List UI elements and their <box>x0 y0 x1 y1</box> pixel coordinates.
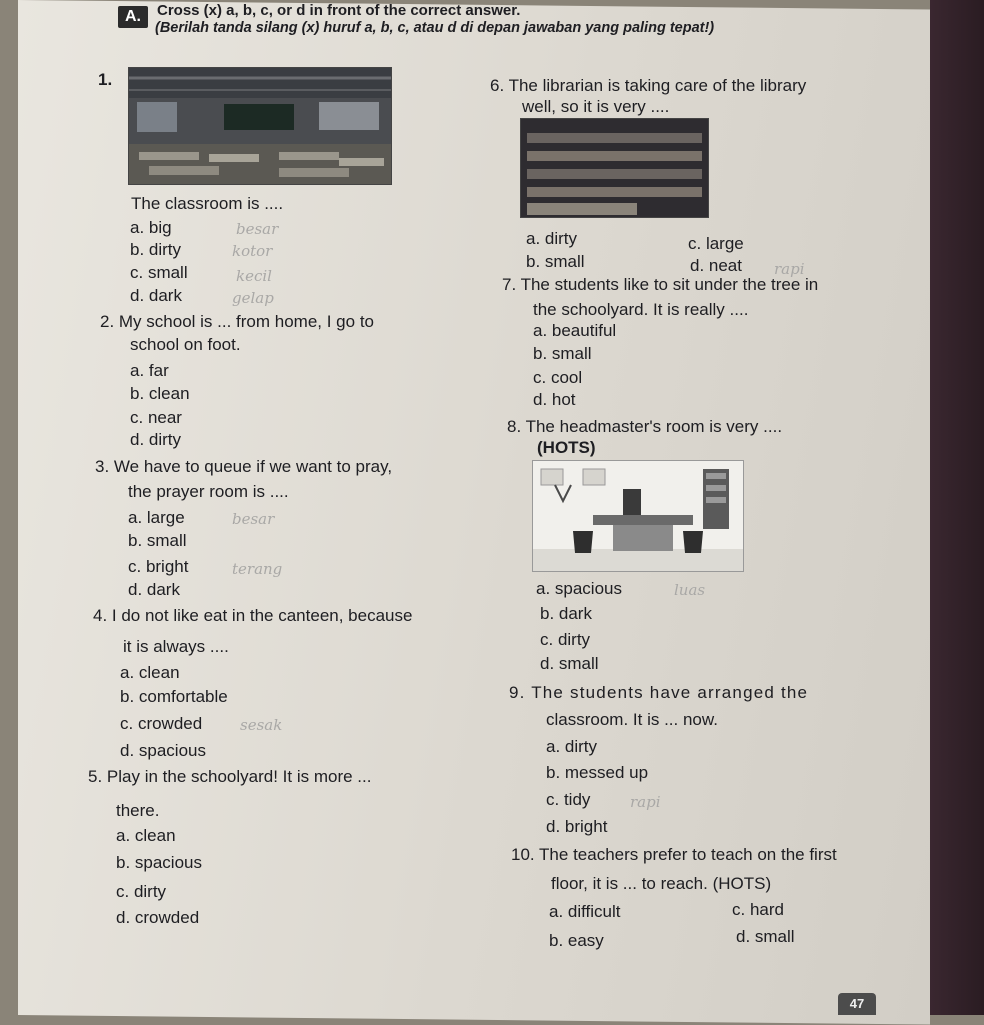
q2-option-c[interactable]: c. near <box>130 408 182 427</box>
q3-option-b[interactable]: b. small <box>128 531 187 550</box>
q10-stem-line1: 10. The teachers prefer to teach on the first <box>511 845 837 864</box>
instruction-indonesian: (Berilah tanda silang (x) huruf a, b, c, atau d di depan jawaban yang paling tepat!) <box>155 20 715 36</box>
q7-option-a[interactable]: a. beautiful <box>533 321 617 340</box>
q7-stem-line1: 7. The students like to sit under the tree in <box>502 275 819 294</box>
q7-stem-line2: the schoolyard. It is really .... <box>533 300 749 319</box>
background-edge <box>930 0 984 1015</box>
q1-option-a[interactable]: a. big <box>130 218 172 237</box>
library-photo <box>520 118 709 218</box>
handwritten-note: sesak <box>240 716 283 734</box>
instruction-text: Cross (x) a, b, c, or d in front of the correct answer. <box>157 2 521 19</box>
q10-stem-line2: floor, it is ... to reach. (HOTS) <box>551 874 772 893</box>
q4-stem-line2: it is always .... <box>123 637 229 656</box>
q5-option-c[interactable]: c. dirty <box>116 882 167 901</box>
handwritten-note: besar <box>236 220 279 238</box>
q9-option-c[interactable]: c. tidy <box>546 790 591 809</box>
q8-hots-label: (HOTS) <box>537 438 596 457</box>
q1-option-b[interactable]: b. dirty <box>130 240 182 259</box>
q4-stem-line1: 4. I do not like eat in the canteen, because <box>93 606 413 625</box>
q8-option-a[interactable]: a. spacious <box>536 579 622 598</box>
q8-stem-line1: 8. The headmaster's room is very .... <box>507 417 783 436</box>
q9-stem-line1: 9. The students have arranged the <box>509 683 809 702</box>
handwritten-note: luas <box>674 581 706 599</box>
q9-option-a[interactable]: a. dirty <box>546 737 598 756</box>
handwritten-note: rapi <box>630 793 661 811</box>
handwritten-note: besar <box>232 510 275 528</box>
q9-option-d[interactable]: d. bright <box>546 817 608 836</box>
q2-stem-line2: school on foot. <box>130 335 241 354</box>
q4-option-a[interactable]: a. clean <box>120 663 180 682</box>
q4-option-c[interactable]: c. crowded <box>120 714 203 733</box>
q6-stem-line1: 6. The librarian is taking care of the library <box>490 76 807 95</box>
q1-stem: The classroom is .... <box>131 194 284 213</box>
q8-option-b[interactable]: b. dark <box>540 604 592 623</box>
headmaster-room-illustration <box>532 460 744 572</box>
q5-stem-line1: 5. Play in the schoolyard! It is more ... <box>88 767 372 786</box>
section-header <box>118 6 148 28</box>
q6-option-d[interactable]: d. neat <box>690 256 742 275</box>
q9-option-b[interactable]: b. messed up <box>546 763 649 782</box>
q2-option-b[interactable]: b. clean <box>130 384 190 403</box>
page-number: 47 <box>838 993 876 1015</box>
q8-option-c[interactable]: c. dirty <box>540 630 591 649</box>
q3-option-d[interactable]: d. dark <box>128 580 180 599</box>
q7-option-b[interactable]: b. small <box>533 344 592 363</box>
q5-stem-line2: there. <box>116 801 160 820</box>
question-number: 1. <box>98 70 113 89</box>
handwritten-note: gelap <box>232 289 274 307</box>
q2-option-d[interactable]: d. dirty <box>130 430 182 449</box>
q4-option-d[interactable]: d. spacious <box>120 741 206 760</box>
q6-option-a[interactable]: a. dirty <box>526 229 578 248</box>
q3-stem-line1: 3. We have to queue if we want to pray, <box>95 457 393 476</box>
handwritten-note: kotor <box>232 242 273 260</box>
q2-option-a[interactable]: a. far <box>130 361 169 380</box>
q1-option-d[interactable]: d. dark <box>130 286 182 305</box>
handwritten-note: terang <box>232 560 283 578</box>
q6-option-b[interactable]: b. small <box>526 252 585 271</box>
q6-option-c[interactable]: c. large <box>688 234 744 253</box>
q9-stem-line2: classroom. It is ... now. <box>546 710 718 729</box>
q10-option-a[interactable]: a. difficult <box>549 902 621 921</box>
q3-stem-line2: the prayer room is .... <box>128 482 289 501</box>
q10-option-b[interactable]: b. easy <box>549 931 604 950</box>
q5-option-a[interactable]: a. clean <box>116 826 176 845</box>
q3-option-a[interactable]: a. large <box>128 508 185 527</box>
classroom-photo <box>128 67 392 185</box>
q8-option-d[interactable]: d. small <box>540 654 599 673</box>
handwritten-note: kecil <box>236 267 272 285</box>
q7-option-d[interactable]: d. hot <box>533 390 576 409</box>
q10-option-c[interactable]: c. hard <box>732 900 784 919</box>
q1-option-c[interactable]: c. small <box>130 263 188 282</box>
q2-stem-line1: 2. My school is ... from home, I go to <box>100 312 374 331</box>
q5-option-d[interactable]: d. crowded <box>116 908 200 927</box>
q6-stem-line2: well, so it is very .... <box>522 97 670 116</box>
handwritten-note: rapi <box>774 260 805 278</box>
q3-option-c[interactable]: c. bright <box>128 557 189 576</box>
q10-option-d[interactable]: d. small <box>736 927 795 946</box>
q4-option-b[interactable]: b. comfortable <box>120 687 228 706</box>
q5-option-b[interactable]: b. spacious <box>116 853 202 872</box>
q7-option-c[interactable]: c. cool <box>533 368 583 387</box>
section-badge: A. <box>118 6 148 28</box>
